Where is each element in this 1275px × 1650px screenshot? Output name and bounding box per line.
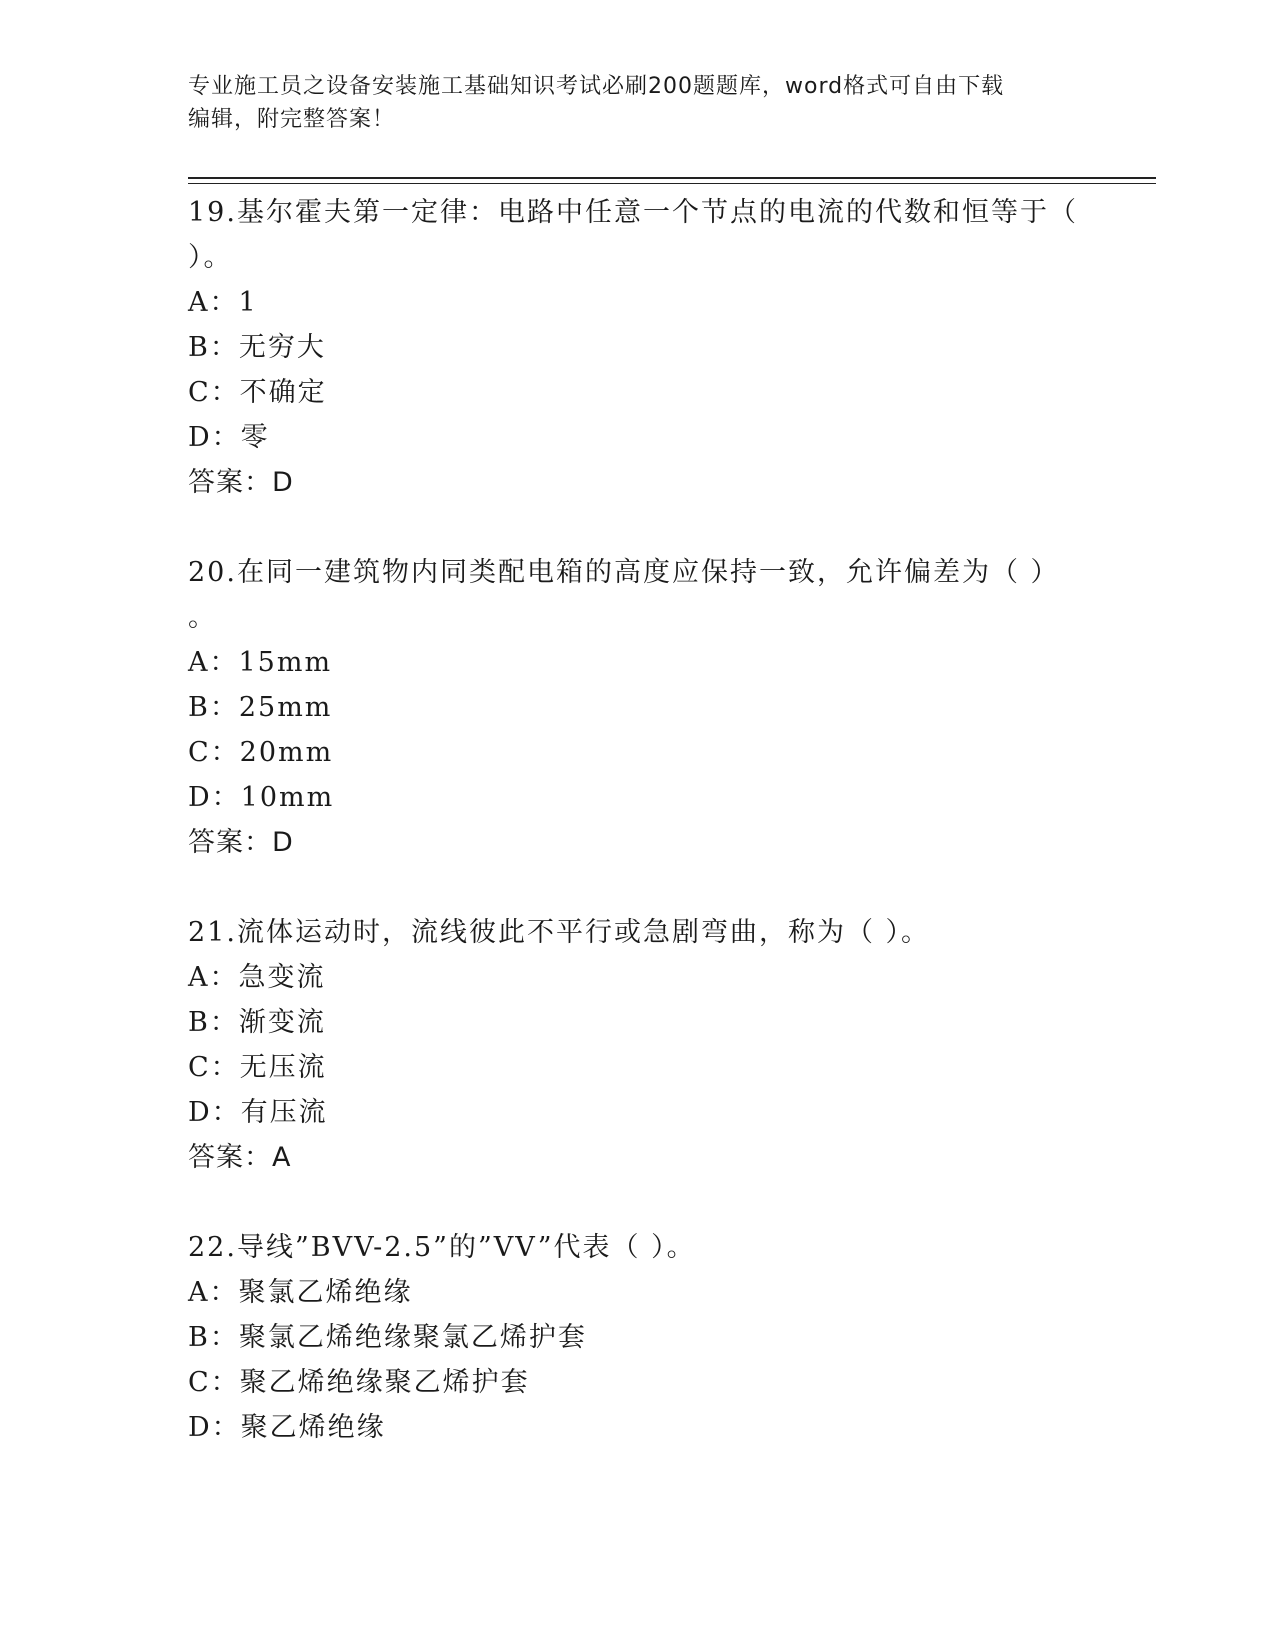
option-d: D：聚乙烯绝缘 xyxy=(188,1412,386,1443)
option-c: C：不确定 xyxy=(188,377,327,408)
answer: 答案：A xyxy=(188,1142,292,1173)
header-line-1: 专业施工员之设备安装施工基础知识考试必刷200题题库，word格式可自由下载 xyxy=(188,74,1005,99)
option-c: C：无压流 xyxy=(188,1052,327,1083)
option-b: B：渐变流 xyxy=(188,1007,326,1038)
option-c: C：聚乙烯绝缘聚乙烯护套 xyxy=(188,1367,530,1398)
header-line-2: 编辑，附完整答案！ xyxy=(188,107,396,132)
answer: 答案：D xyxy=(188,827,294,858)
question-20 xyxy=(188,550,1088,865)
question-21 xyxy=(188,910,1088,1180)
question-stem: 21.流体运动时，流线彼此不平行或急剧弯曲，称为（ ）。 xyxy=(188,917,931,948)
answer: 答案：D xyxy=(188,467,294,498)
option-b: B：聚氯乙烯绝缘聚氯乙烯护套 xyxy=(188,1322,587,1353)
option-d: D：有压流 xyxy=(188,1097,328,1128)
header-divider-thick xyxy=(188,177,1156,179)
question-list xyxy=(188,190,1088,1450)
option-a: A：15mm xyxy=(188,647,333,678)
option-d: D：10mm xyxy=(188,782,335,813)
question-22 xyxy=(188,1225,1088,1450)
question-19 xyxy=(188,190,1088,505)
document-header xyxy=(188,70,1068,136)
option-b: B：25mm xyxy=(188,692,333,723)
option-a: A：聚氯乙烯绝缘 xyxy=(188,1277,413,1308)
option-b: B：无穷大 xyxy=(188,332,326,363)
question-stem-continuation: 。 xyxy=(188,602,217,633)
question-stem: 20.在同一建筑物内同类配电箱的高度应保持一致，允许偏差为（ ） xyxy=(188,557,1060,588)
question-stem-continuation: ）。 xyxy=(188,242,233,273)
header-divider-thin xyxy=(188,183,1156,184)
option-a: A：1 xyxy=(188,287,258,318)
option-c: C：20mm xyxy=(188,737,334,768)
question-stem: 22.导线”BVV-2.5”的”VV”代表（ ）。 xyxy=(188,1232,696,1263)
question-stem: 19.基尔霍夫第一定律：电路中任意一个节点的电流的代数和恒等于（ xyxy=(188,197,1078,228)
option-d: D：零 xyxy=(188,422,270,453)
option-a: A：急变流 xyxy=(188,962,326,993)
